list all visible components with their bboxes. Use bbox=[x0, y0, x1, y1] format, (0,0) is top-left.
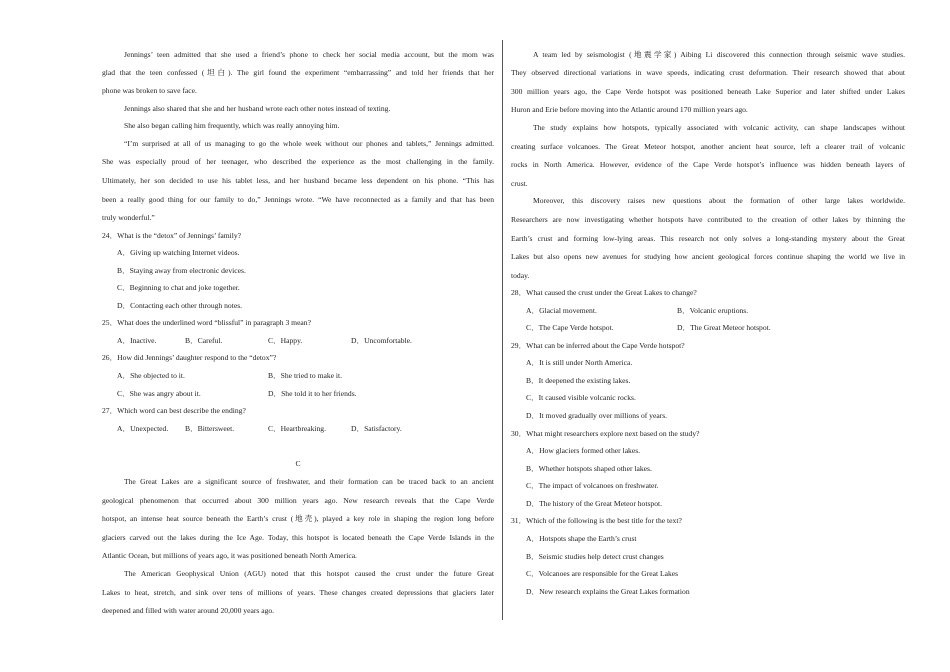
question-25-option-a[interactable]: A．Inactive. bbox=[117, 336, 157, 345]
question-29-option-a[interactable]: A．It is still under North America. bbox=[526, 358, 633, 367]
question-30-stem: 30．What might researchers explore next based on the study? bbox=[511, 429, 700, 438]
question-26-option-b[interactable]: B．She tried to make it. bbox=[268, 371, 343, 380]
question-28-option-a[interactable]: A．Glacial movement. bbox=[526, 306, 597, 315]
paragraph-line: rocks in North America. However, evidence of the Cape Verde hotspot’s influence was hidden beneath layers of bbox=[511, 160, 905, 169]
paragraph-line: Jennings also shared that she and her husband wrote each other notes instead of texting. bbox=[124, 104, 391, 113]
section-c-title: C bbox=[295, 459, 301, 468]
question-26-option-a[interactable]: A．She objected to it. bbox=[117, 371, 185, 380]
question-31-option-a[interactable]: A．Hotspots shape the Earth’s crust bbox=[526, 534, 637, 543]
question-25-option-c[interactable]: C．Happy. bbox=[268, 336, 303, 345]
paragraph-line: The Great Lakes are a significant source of freshwater, and their formation can be traced back to an ancient bbox=[124, 477, 494, 486]
paragraph-line: Jennings’ teen admitted that she used a friend’s phone to check her social media account, but the mom was bbox=[124, 50, 494, 59]
question-29-option-d[interactable]: D．It moved gradually over millions of years. bbox=[526, 411, 668, 420]
paragraph-line: Lakes but also opens new avenues for studying how ancient geological forces continue shaping the world we live in bbox=[511, 252, 905, 261]
paragraph-line: deepened and filled with water around 20,000 years ago. bbox=[102, 606, 275, 615]
question-25-stem: 25．What does the underlined word “blissful” in paragraph 3 mean? bbox=[102, 318, 311, 327]
paragraph-line: Atlantic Ocean, but millions of years ago, it was positioned beneath North America. bbox=[102, 551, 357, 560]
question-31-option-d[interactable]: D．New research explains the Great Lakes formation bbox=[526, 587, 690, 596]
paragraph-line: She also began calling him frequently, which was really annoying him. bbox=[124, 121, 340, 130]
question-26-option-d[interactable]: D．She told it to her friends. bbox=[268, 389, 357, 398]
paragraph-line: Earth’s crust and forming low-lying areas. This research not only solves a long-standing mystery about the Great bbox=[511, 234, 905, 243]
question-25-option-b[interactable]: B．Careful. bbox=[185, 336, 223, 345]
question-26-stem: 26．How did Jennings’ daughter respond to the “detox”? bbox=[102, 353, 277, 362]
question-30-option-b[interactable]: B．Whether hotspots shaped other lakes. bbox=[526, 464, 652, 473]
question-31-stem: 31．Which of the following is the best title for the text? bbox=[511, 516, 682, 525]
paragraph-line: geological phenomenon that occurred about 300 million years ago. New research reveals that the Cape Verde bbox=[102, 496, 494, 505]
question-27-option-a[interactable]: A．Unexpected. bbox=[117, 424, 169, 433]
paragraph-line: “I’m surprised at all of us managing to go the whole week without our phones and tablets,” Jennings admitted. bbox=[124, 139, 494, 148]
question-31-option-b[interactable]: B．Seismic studies help detect crust changes bbox=[526, 552, 664, 561]
paragraph-line: Researchers are now investigating whether hotspots have contributed to the creation of other lakes by thinning the bbox=[511, 215, 905, 224]
paragraph-line: been a really good thing for our family to do,” Jennings wrote. “We have reconnected as a family and that has been bbox=[102, 195, 494, 204]
question-26-option-c[interactable]: C．She was angry about it. bbox=[117, 389, 201, 398]
question-28-stem: 28．What caused the crust under the Great Lakes to change? bbox=[511, 288, 697, 297]
paragraph-line: today. bbox=[511, 271, 530, 280]
paragraph-line: Moreover, this discovery raises new questions about the formation of other large lakes worldwide. bbox=[533, 196, 905, 205]
question-29-stem: 29．What can be inferred about the Cape Verde hotspot? bbox=[511, 341, 685, 350]
question-29-option-c[interactable]: C．It caused visible volcanic rocks. bbox=[526, 393, 636, 402]
question-30-option-a[interactable]: A．How glaciers formed other lakes. bbox=[526, 446, 641, 455]
question-24-stem: 24．What is the “detox” of Jennings’ family? bbox=[102, 231, 242, 240]
question-30-option-d[interactable]: D．The history of the Great Meteor hotspot. bbox=[526, 499, 663, 508]
question-27-option-c[interactable]: C．Heartbreaking. bbox=[268, 424, 326, 433]
question-27-option-b[interactable]: B．Bittersweet. bbox=[185, 424, 235, 433]
paragraph-line: truly wonderful.” bbox=[102, 213, 155, 222]
paragraph-line: hotspot, an intense heat source beneath the Earth’s crust (地壳), played a key role in shaping the region long before bbox=[102, 514, 494, 523]
question-24-option-a[interactable]: A．Giving up watching Internet videos. bbox=[117, 248, 240, 257]
question-24-option-d[interactable]: D．Contacting each other through notes. bbox=[117, 301, 243, 310]
question-28-option-c[interactable]: C．The Cape Verde hotspot. bbox=[526, 323, 614, 332]
paragraph-line: The American Geophysical Union (AGU) noted that this hotspot caused the crust under the future Great bbox=[124, 569, 494, 578]
question-27-stem: 27．Which word can best describe the ending? bbox=[102, 406, 246, 415]
paragraph-line: The study explains how hotspots, typically associated with volcanic activity, can shape landscapes without bbox=[533, 123, 905, 132]
question-29-option-b[interactable]: B．It deepened the existing lakes. bbox=[526, 376, 631, 385]
paragraph-line: Ultimately, her son decided to use his tablet less, and her husband became less dependent on his phone. “This has bbox=[102, 176, 494, 185]
paragraph-line: 300 million years ago, the Cape Verde hotspot was positioned beneath Lake Superior and later shifted under Lakes bbox=[511, 87, 905, 96]
question-31-option-c[interactable]: C．Volcanoes are responsible for the Great Lakes bbox=[526, 569, 679, 578]
question-28-option-b[interactable]: B．Volcanic eruptions. bbox=[677, 306, 749, 315]
question-28-option-d[interactable]: D．The Great Meteor hotspot. bbox=[677, 323, 771, 332]
paragraph-line: A team led by seismologist (地震学家) Aibing Li discovered this connection through seismic wave studies. bbox=[533, 50, 905, 59]
paragraph-line: Lakes to heat, stretch, and sink over tens of millions of years. These changes created depressions that glaciers later bbox=[102, 588, 494, 597]
question-24-option-b[interactable]: B．Staying away from electronic devices. bbox=[117, 266, 246, 275]
paragraph-line: creating surface volcanoes. The Great Meteor hotspot, another ancient heat source, left a clearer trail of volcanic bbox=[511, 142, 905, 151]
question-30-option-c[interactable]: C．The impact of volcanoes on freshwater. bbox=[526, 481, 659, 490]
question-25-option-d[interactable]: D．Uncomfortable. bbox=[351, 336, 412, 345]
paragraph-line: glaciers carved out the lakes during the Ice Age. Today, this hotspot is located beneath the Cape Verde Islands in the bbox=[102, 533, 494, 542]
question-24-option-c[interactable]: C．Beginning to chat and joke together. bbox=[117, 283, 240, 292]
paragraph-line: Huron and Erie before moving into the Atlantic around 170 million years ago. bbox=[511, 105, 748, 114]
paragraph-line: crust. bbox=[511, 179, 528, 188]
column-divider bbox=[502, 40, 503, 620]
paragraph-line: phone was broken to save face. bbox=[102, 86, 197, 95]
paragraph-line: glad that the teen confessed (坦白). The girl found the experiment “embarrassing” and told her friends that her bbox=[102, 68, 494, 77]
paragraph-line: They observed directional variations in wave speeds, indicating crust deformation. Their research showed that about bbox=[511, 68, 905, 77]
paragraph-line: She was especially proud of her teenager, who described the experience as the most challenging in the family. bbox=[102, 157, 494, 166]
question-27-option-d[interactable]: D．Satisfactory. bbox=[351, 424, 402, 433]
